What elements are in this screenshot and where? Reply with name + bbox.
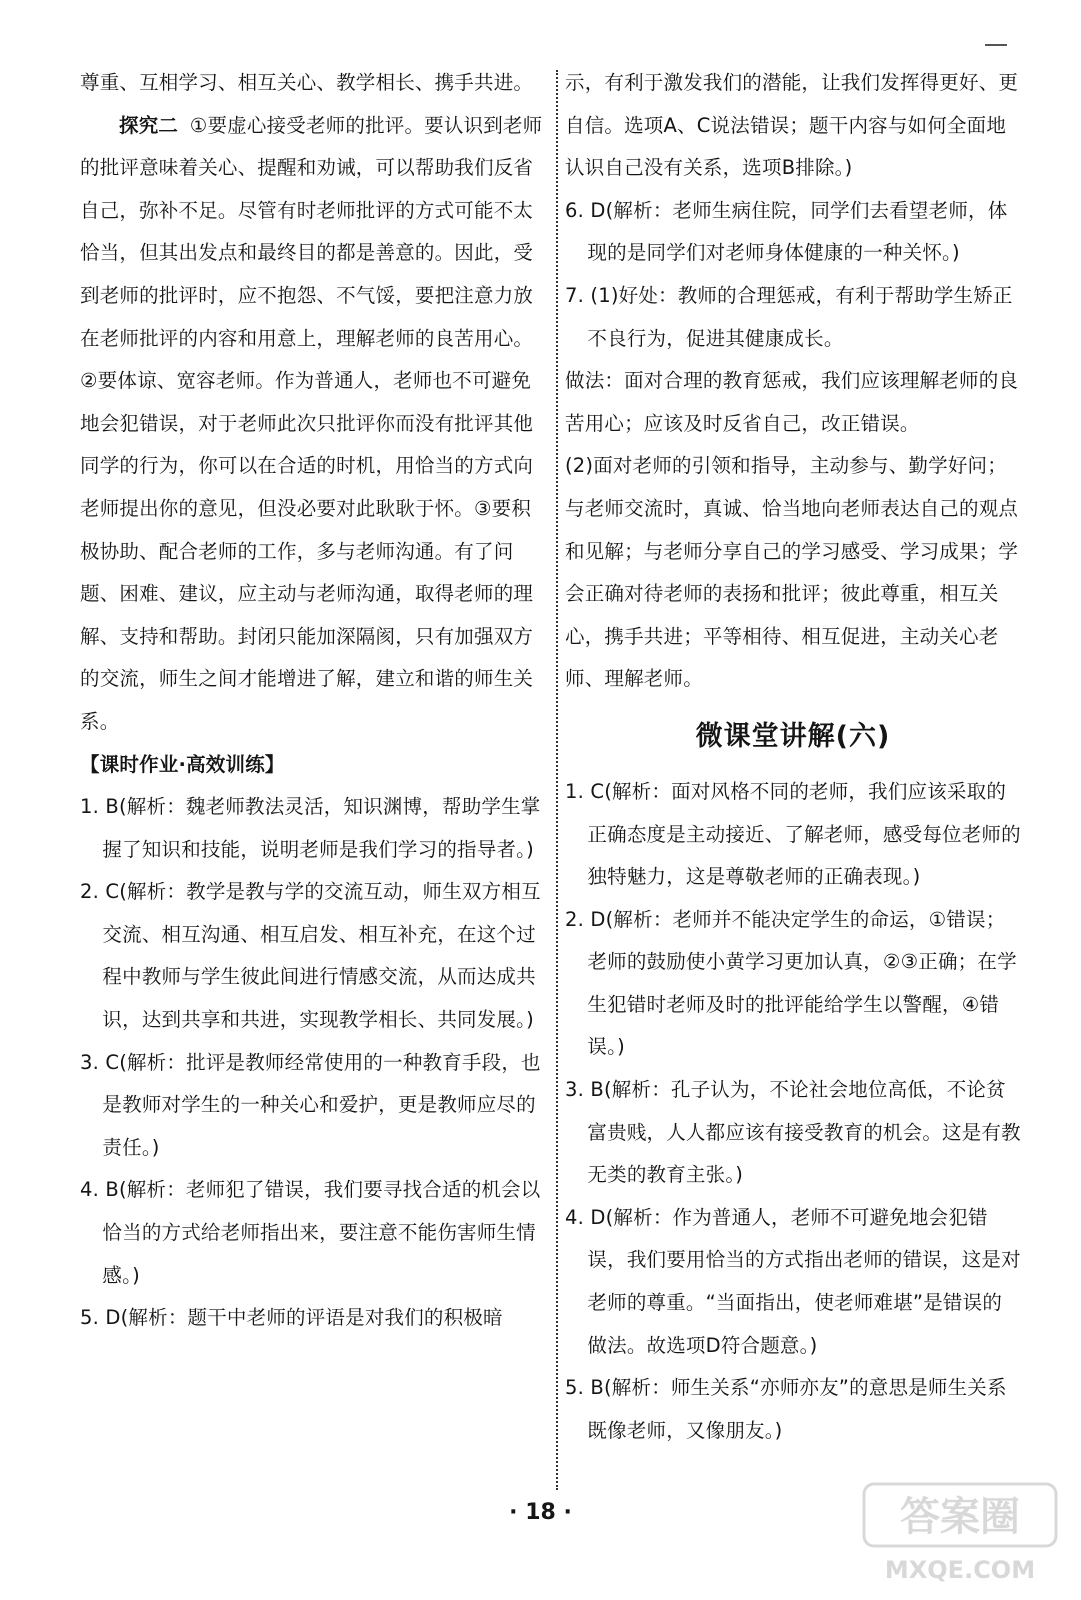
left-column <box>80 62 550 1340</box>
micro-answer-4: 4. D(解析：作为普通人，老师不可避免地会犯错误，我们要用恰当的方式指出老师的错误，这是对老师的尊重。“当面指出，使老师难堪”是错误的做法。故选项D符合题意。) <box>565 1205 1021 1357</box>
answer-item-5: 5. D(解析：题干中老师的评语是对我们的积极暗 <box>80 1306 503 1330</box>
answer-item-1: 1. B(解析：魏老师教法灵活，知识渊博，帮助学生掌握了知识和技能，说明老师是我们学习的指导者。) <box>80 795 541 861</box>
page-number: · 18 · <box>509 1500 572 1525</box>
left-continuation-text: 尊重、互相学习、相互关心、教学相长、携手共进。 <box>80 71 534 94</box>
top-rule <box>985 44 1007 46</box>
answer-item-2: 2. C(解析：教学是教与学的交流互动，师生双方相互交流、相互沟通、相互启发、相互补充，在这个过程中教师与学生彼此间进行情感交流，从而达成共识，达到共享和共进，实现教学相长、共同发展。) <box>80 880 541 1032</box>
homework-section-label: 【课时作业·高效训练】 <box>80 752 285 776</box>
micro-answer-2: 2. D(解析：老师并不能决定学生的命运，①错误；老师的鼓励使小黄学习更加认真，②③正确；在学生犯错时老师及时的批评能给学生以警醒，④错误。) <box>565 907 1017 1059</box>
explore-two-label: 探究二 <box>119 113 179 137</box>
column-divider <box>556 70 558 1490</box>
answer-item-6: 6. D(解析：老师生病住院，同学们去看望老师，体现的是同学们对老师身体健康的一种关怀。) <box>565 198 1008 265</box>
explore-two-paragraph <box>80 105 550 744</box>
micro-class-title: 微课堂讲解(六) <box>695 720 891 752</box>
watermark-logo <box>860 1480 1060 1590</box>
watermark-top-text: 答案圈 <box>900 1494 1020 1540</box>
answer-item-7: 7. (1)好处：教师的合理惩戒，有利于帮助学生矫正不良行为，促进其健康成长。 <box>565 283 1013 350</box>
micro-answer-1: 1. C(解析：面对风格不同的老师，我们应该采取的正确态度是主动接近、了解老师，感受每位老师的独特魅力，这是尊敬老师的正确表现。) <box>565 779 1021 889</box>
watermark-bottom-text: MXQE.COM <box>884 1556 1036 1584</box>
right-column <box>565 62 1021 1452</box>
micro-answer-5: 5. B(解析：师生关系“亦师亦友”的意思是师生关系既像老师，又像朋友。) <box>565 1376 1007 1442</box>
answer-7-part-two: (2)面对老师的引领和指导，主动参与、勤学好问；与老师交流时，真诚、恰当地向老师表达自己的观点和见解；与老师分享自己的学习感受、学习成果；学会正确对待老师的表扬和批评；彼此尊重，相互关心，携手共进；平等相待、相互促进，主动关心老师、理解老师。 <box>565 454 1019 691</box>
micro-answer-3: 3. B(解析：孔子认为，不论社会地位高低，不论贫富贵贱，人人都应该有接受教育的机会。这是有教无类的教育主张。) <box>565 1078 1021 1187</box>
right-continuation-text: 示，有利于激发我们的潜能，让我们发挥得更好、更自信。选项A、C说法错误；题干内容与如何全面地认识自己没有关系，选项B排除。) <box>565 71 1019 180</box>
answer-item-4: 4. B(解析：老师犯了错误，我们要寻找合适的机会以恰当的方式给老师指出来，要注意不能伤害师生情感。) <box>80 1178 541 1287</box>
answer-item-3: 3. C(解析：批评是教师经常使用的一种教育手段，也是教师对学生的一种关心和爱护，更是教师应尽的责任。) <box>80 1050 541 1159</box>
explore-two-text: ①要虚心接受老师的批评。要认识到老师的批评意味着关心、提醒和劝诫，可以帮助我们反省自己，弥补不足。尽管有时老师批评的方式可能不太恰当，但其出发点和最终目的都是善意的。因此，受到老师的批评时，应不抱怨、不气馁，要把注意力放在老师批评的内容和用意上，理解老师的良苦用心。②要体谅、宽容老师。作为普通人，老师也不可避免地会犯错误，对于老师此次只批评你而没有批评其他同学的行为，你可以在合适的时机，用恰当的方式向老师提出你的意见，但没必要对此耿耿于怀。③要积极协助、配合老师的工作，多与老师沟通。有了问题、困难、建议，应主动与老师沟通，取得老师的理解、支持和帮助。封闭只能加深隔阂，只有加强双方的交流，师生之间才能增进了解，建立和谐的师生关系。 <box>80 113 543 733</box>
answer-7-method: 做法：面对合理的教育惩戒，我们应该理解老师的良苦用心；应该及时反省自己，改正错误。 <box>565 369 1019 435</box>
